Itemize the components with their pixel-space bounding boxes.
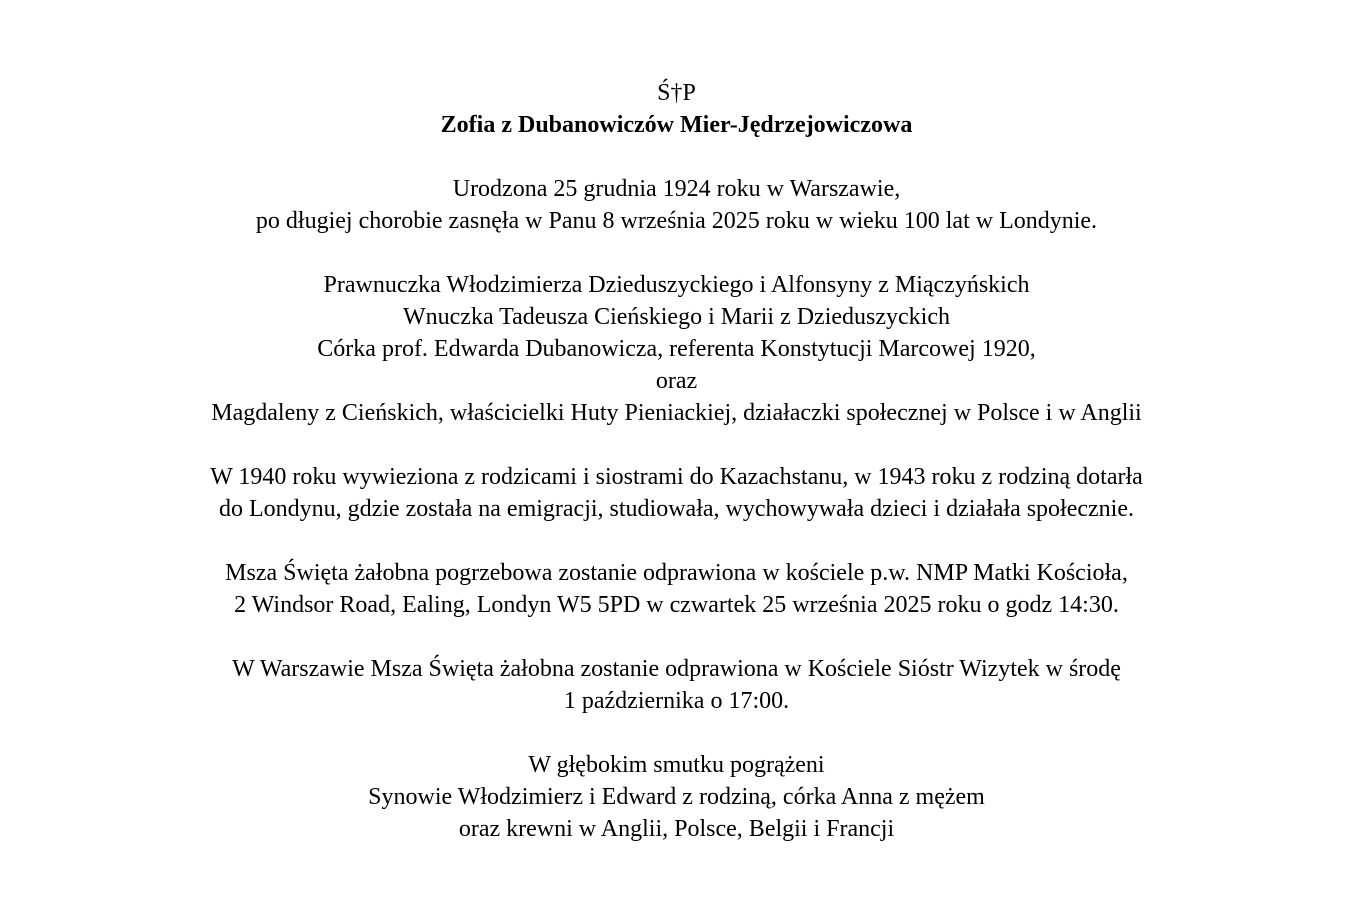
mourners-line: oraz krewni w Anglii, Polsce, Belgii i Francji — [458, 816, 895, 842]
paragraph-gap — [0, 525, 1353, 557]
lineage-line: Prawnuczka Włodzimierza Dzieduszyckiego i Alfonsyny z Miączyńskich — [323, 272, 1030, 298]
obituary-text — [0, 77, 1353, 845]
paragraph-gap — [0, 717, 1353, 749]
birth-line: Urodzona 25 grudnia 1924 roku w Warszawie, — [452, 176, 901, 202]
funeral-line: 2 Windsor Road, Ealing, Londyn W5 5PD w czwartek 25 września 2025 roku o godz 14:30. — [234, 592, 1119, 618]
mourners-line: Synowie Włodzimierz i Edward z rodziną, córka Anna z mężem — [368, 784, 985, 810]
birth-death-paragraph — [0, 173, 1353, 237]
funeral-line: Msza Święta żałobna pogrzebowa zostanie odprawiona w kościele p.w. NMP Matki Kościoła, — [225, 560, 1128, 586]
funeral-london-paragraph — [0, 557, 1353, 621]
lineage-line: Wnuczka Tadeusza Cieńskiego i Marii z Dzieduszyckich — [402, 304, 950, 330]
history-line: do Londynu, gdzie została na emigracji, studiowała, wychowywała dzieci i działała społecznie. — [219, 496, 1134, 522]
mass-line: 1 października o 17:00. — [563, 688, 790, 714]
mass-warsaw-paragraph — [0, 653, 1353, 717]
lineage-line: Magdaleny z Cieńskich, właścicielki Huty Pieniackiej, działaczki społecznej w Polsce i w Anglii — [211, 400, 1142, 426]
mourners-line: W głębokim smutku pogrążeni — [528, 752, 825, 778]
history-paragraph — [0, 461, 1353, 525]
history-line: W 1940 roku wywieziona z rodzicami i siostrami do Kazachstanu, w 1943 roku z rodziną dotarła — [210, 464, 1143, 490]
mourners-paragraph — [0, 749, 1353, 845]
memorial-symbol: Ś†P — [657, 80, 696, 106]
death-line: po długiej chorobie zasnęła w Panu 8 września 2025 roku w wieku 100 lat w Londynie. — [255, 208, 1098, 234]
deceased-name: Zofia z Dubanowiczów Mier-Jędrzejowiczowa — [440, 112, 913, 138]
mass-line: W Warszawie Msza Święta żałobna zostanie odprawiona w Kościele Sióstr Wizytek w środę — [232, 656, 1121, 682]
lineage-paragraph — [0, 269, 1353, 429]
paragraph-gap — [0, 429, 1353, 461]
lineage-line: oraz — [655, 368, 698, 394]
paragraph-gap — [0, 237, 1353, 269]
paragraph-gap — [0, 621, 1353, 653]
lineage-line: Córka prof. Edwarda Dubanowicza, referenta Konstytucji Marcowej 1920, — [317, 336, 1036, 362]
paragraph-gap — [0, 141, 1353, 173]
